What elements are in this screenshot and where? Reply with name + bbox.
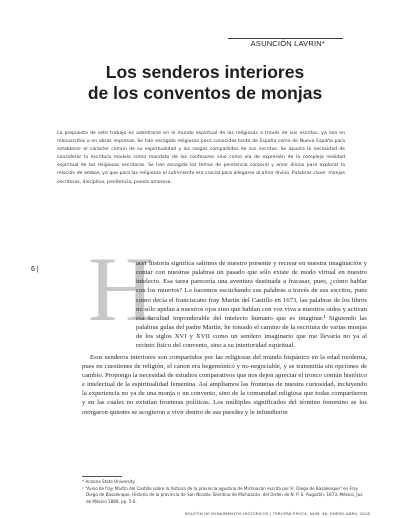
article-title-line-2: de los conventos de monjas bbox=[87, 82, 323, 103]
footnote-rule bbox=[82, 476, 122, 477]
abstract-text: La propuesta de este trabajo es adentrarse en el mundo espiritual de las religiosas a través de sus escritos, ya sea en manuscritos o en obras impresas. Se han escogido religiosas poco conocidas tanto de España como de Nueva España para establecer el carácter común de su espiritualidad y los rasgos compartidos de sus escritos. Se apunta la necesidad de considerar la escritura modelo como mandato de los confesores sino como vía de expresión de la compleja realidad espiritual de las religiosas escritoras. Se han escogido los temas de penitencia corporal y amor divino para explorar la relación de ambos, ya que para las religiosas el sufrimiento era crucial para allegarse al amor divino. bbox=[57, 131, 345, 177]
keywords-label: Palabras clave: bbox=[291, 171, 327, 177]
body-text bbox=[82, 259, 367, 417]
drop-cap: H bbox=[88, 238, 155, 340]
page-number: 6 | bbox=[31, 266, 39, 273]
footnote-1: ¹ "Aviso de fray Martín del Castillo sobre la historia de la provincia agustina de Michoacán escrita por Fr. Diego de Basalenque" en Fray Diego de Basalenque, Historia de la provincia de San Nicolás Tolentino de Michoacán, del Orden de N. P. S. Augustín, 1673, México, Jus de México 1886, pp. 5-6. bbox=[82, 485, 363, 504]
body-paragraph-1: acer historia significa salirnos de nuestro presente y recrear en nuestra imaginación y contar con nuestras palabras un pasado que sólo existe de modo virtual en nuestro intelecto. Esa tarea parecería una aventura destinada a fracasar, pues, ¿cómo hablar con los muertos? Lo hacemos escuchando sus palabras a través de sus escritos, pues como decía el franciscano fray Martín del Castillo en 1673, las palabras de los libros no sólo apelan a nuestros ojos sino que hablan con voz viva a nuestros oídos y activan esa facultad imponderable del intelecto humano que es imaginar.¹ Siguiendo las palabras gulas del padre Martín, he tomado el camino de la escritura de varias monjas de los siglos XVI y XVII como un sendero imaginario que me llevaría no ya al recinto físico del convento, sino a su interioridad espiritual. bbox=[136, 260, 367, 350]
article-title bbox=[70, 62, 340, 103]
abstract bbox=[57, 130, 345, 187]
journal-footer: BOLETÍN DE MONUMENTOS HISTÓRICOS | TERCERA ÉPOCA, NÚM. 40, ENERO-ABRIL 2018 bbox=[184, 511, 370, 516]
article-title-line-1: Los senderos interiores bbox=[105, 62, 305, 82]
keywords-text: monjas escritoras, disciplina, penitencia, poesía amorosa. bbox=[57, 171, 345, 185]
author-name: ASUNCIÓN LAVRIN* bbox=[250, 39, 325, 48]
body-paragraph-2: Esos senderos interiores son compartidos por las religiosas del mundo hispánico en la edad moderna, pues en cuestiones de religión, el canon era hegemónico y no-negociable, y se transmitía sin opciones de cambio. Propongo la necesidad de estudios comparativos que nos dejen apreciar el tronco común histórico e intelectual de la espiritualidad femenina. Así ampliamos las fronteras de nuestra curiosidad, incluyendo la experiencia no ya de una monja o un convento, sino de la comunidad religiosa que todas compartieron y en las cuales no existían fronteras políticas. Los múltiples significados del término femenino se los otorgaron quienes se acogieron a vivir dentro de sus paredes y le infundieron bbox=[82, 353, 367, 416]
footnotes bbox=[82, 479, 367, 505]
footnote-affiliation: * Arizona State University. bbox=[82, 479, 136, 484]
